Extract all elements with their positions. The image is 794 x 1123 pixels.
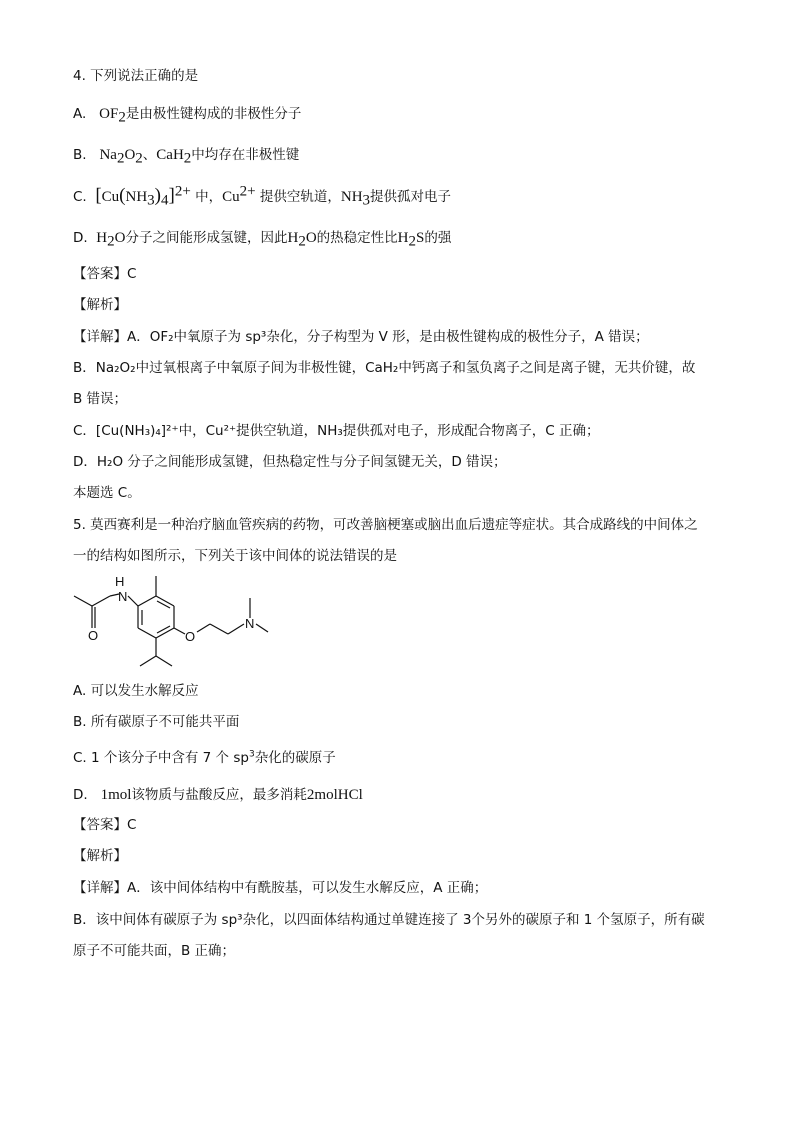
q5-option-b: B. 所有碳原子不可能共平面 (73, 714, 240, 730)
q4-analysis-label: 【解析】 (73, 297, 127, 313)
atom-n-amide: N (118, 589, 128, 604)
q5-detail-b-2: 原子不可能共面，B 正确； (73, 943, 236, 959)
q5-option-d: D. 1mol该物质与盐酸反应，最多消耗2molHCl (73, 787, 363, 803)
q5-option-a: A. 可以发生水解反应 (73, 683, 199, 699)
q5-answer: 【答案】C (73, 817, 137, 833)
q4-detail-b-2: B 错误； (73, 391, 128, 407)
q4-answer: 【答案】C (73, 266, 137, 282)
q4-detail-c: C．[Cu(NH₃)₄]²⁺中，Cu²⁺提供空轨道，NH₃提供孤对电子，形成配合物离子，C 正确； (73, 423, 600, 439)
q5-stem-1: 5. 莫西赛利是一种治疗脑血管疾病的药物，可改善脑梗塞或脑出血后遗症等症状。其合成路线的中间体之 (73, 517, 698, 533)
atom-o-ether: O (185, 629, 196, 644)
q4-option-c: C. $[Cu(NH_3)_4]^{2+}$ 中，$Cu^{2+}$ 提供空轨道，$NH_3$提供孤对电子 (73, 183, 452, 209)
atom-n-amine: N (245, 616, 255, 631)
q4-option-a: A. $OF_2$是由极性键构成的非极性分子 (73, 106, 302, 126)
q5-option-c: C. 1 个该分子中含有 7 个 $sp^3$杂化的碳原子 (73, 749, 336, 766)
q4-detail-a: 【详解】A．OF₂中氧原子为 sp³杂化，分子构型为 V 形，是由极性键构成的极性分子，A 错误； (73, 329, 649, 345)
q5-stem-2: 一的结构如图所示，下列关于该中间体的说法错误的是 (73, 548, 397, 564)
q5-detail-b-1: B．该中间体有碳原子为 sp³杂化，以四面体结构通过单键连接了 3个另外的碳原子和 1 个氢原子，所有碳 (73, 912, 705, 928)
chemical-structure (66, 566, 286, 678)
q4-detail-d: D．H₂O 分子之间能形成氢键，但热稳定性与分子间氢键无关，D 错误； (73, 454, 507, 470)
q4-stem: 4. 下列说法正确的是 (73, 68, 199, 84)
q5-detail-a: 【详解】A．该中间体结构中有酰胺基，可以发生水解反应，A 正确； (73, 880, 488, 896)
q4-conclusion: 本题选 C。 (73, 485, 141, 501)
q4-detail-b-1: B．Na₂O₂中过氧根离子中氧原子间为非极性键，CaH₂中钙离子和氢负离子之间是离子键，无共价键，故 (73, 360, 696, 376)
q4-option-d: D. $H_2O$分子之间能形成氢键，因此$H_2O$的热稳定性比$H_2S$的强 (73, 230, 452, 250)
atom-o-carbonyl: O (88, 628, 99, 643)
q5-analysis-label: 【解析】 (73, 848, 127, 864)
atom-h: H (115, 574, 125, 589)
q4-option-b: B. $Na_2O_2$、CaH$_2$中均存在非极性键 (73, 147, 300, 167)
